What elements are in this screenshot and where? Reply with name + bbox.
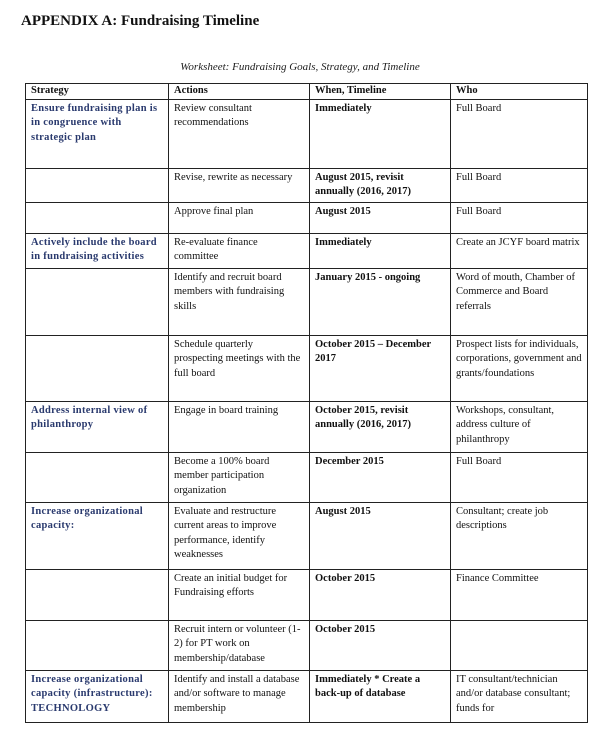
who-cell: Workshops, consultant, address culture of philanthropy (451, 401, 588, 452)
action-cell: Identify and install a database and/or software to manage membership (169, 670, 310, 722)
action-cell: Schedule quarterly prospecting meetings with the full board (169, 335, 310, 401)
table-row (26, 452, 588, 502)
table-row (26, 569, 588, 620)
when-cell: Immediately * Create a back-up of database (310, 670, 451, 722)
table-row (26, 401, 588, 452)
header-who: Who (451, 84, 588, 100)
who-cell: Finance Committee (451, 569, 588, 620)
action-cell: Re-evaluate finance committee (169, 233, 310, 268)
who-cell: Full Board (451, 452, 588, 502)
table-row (26, 620, 588, 670)
strategy-cell (26, 202, 169, 233)
action-cell: Review consultant recommendations (169, 99, 310, 168)
who-cell: Prospect lists for individuals, corporations, government and grants/foundations (451, 335, 588, 401)
action-cell: Evaluate and restructure current areas to improve performance, identify weaknesses (169, 502, 310, 569)
action-cell: Become a 100% board member participation organization (169, 452, 310, 502)
strategy-cell: Ensure fundraising plan is in congruence with strategic plan (26, 99, 169, 168)
when-cell: Immediately (310, 233, 451, 268)
when-cell: Immediately (310, 99, 451, 168)
header-when-timeline: When, Timeline (310, 84, 451, 100)
strategy-cell (26, 620, 169, 670)
who-cell: Word of mouth, Chamber of Commerce and Board referrals (451, 268, 588, 335)
when-cell: December 2015 (310, 452, 451, 502)
table-row (26, 268, 588, 335)
table-row (26, 233, 588, 268)
header-strategy: Strategy (26, 84, 169, 100)
action-cell: Revise, rewrite as necessary (169, 168, 310, 202)
when-cell: October 2015 – December 2017 (310, 335, 451, 401)
strategy-cell (26, 168, 169, 202)
table-row (26, 202, 588, 233)
who-cell: IT consultant/technician and/or database consultant; funds for (451, 670, 588, 722)
when-cell: August 2015 (310, 202, 451, 233)
strategy-cell (26, 452, 169, 502)
who-cell: Full Board (451, 168, 588, 202)
when-cell: October 2015 (310, 620, 451, 670)
header-actions: Actions (169, 84, 310, 100)
strategy-cell: Increase organizational capacity: (26, 502, 169, 569)
page-title: APPENDIX A: Fundraising Timeline (21, 13, 260, 29)
when-cell: October 2015, revisit annually (2016, 2017) (310, 401, 451, 452)
who-cell: Create an JCYF board matrix (451, 233, 588, 268)
strategy-cell: Address internal view of philanthropy (26, 401, 169, 452)
strategy-cell: Actively include the board in fundraising activities (26, 233, 169, 268)
table-row (26, 502, 588, 569)
strategy-cell: Increase organizational capacity (infrastructure): TECHNOLOGY (26, 670, 169, 722)
action-cell: Engage in board training (169, 401, 310, 452)
table-row (26, 670, 588, 722)
action-cell: Identify and recruit board members with fundraising skills (169, 268, 310, 335)
table-row (26, 99, 588, 168)
worksheet-subtitle: Worksheet: Fundraising Goals, Strategy, and Timeline (180, 61, 420, 73)
who-cell: Full Board (451, 202, 588, 233)
when-cell: October 2015 (310, 569, 451, 620)
strategy-cell (26, 569, 169, 620)
table-row (26, 335, 588, 401)
fundraising-timeline-table (25, 83, 588, 723)
table-header-row (26, 84, 588, 100)
strategy-cell (26, 335, 169, 401)
action-cell: Recruit intern or volunteer (1-2) for PT work on membership/database (169, 620, 310, 670)
who-cell: Full Board (451, 99, 588, 168)
when-cell: January 2015 - ongoing (310, 268, 451, 335)
when-cell: August 2015, revisit annually (2016, 2017) (310, 168, 451, 202)
strategy-cell (26, 268, 169, 335)
when-cell: August 2015 (310, 502, 451, 569)
action-cell: Create an initial budget for Fundraising efforts (169, 569, 310, 620)
who-cell: Consultant; create job descriptions (451, 502, 588, 569)
who-cell (451, 620, 588, 670)
table-row (26, 168, 588, 202)
action-cell: Approve final plan (169, 202, 310, 233)
